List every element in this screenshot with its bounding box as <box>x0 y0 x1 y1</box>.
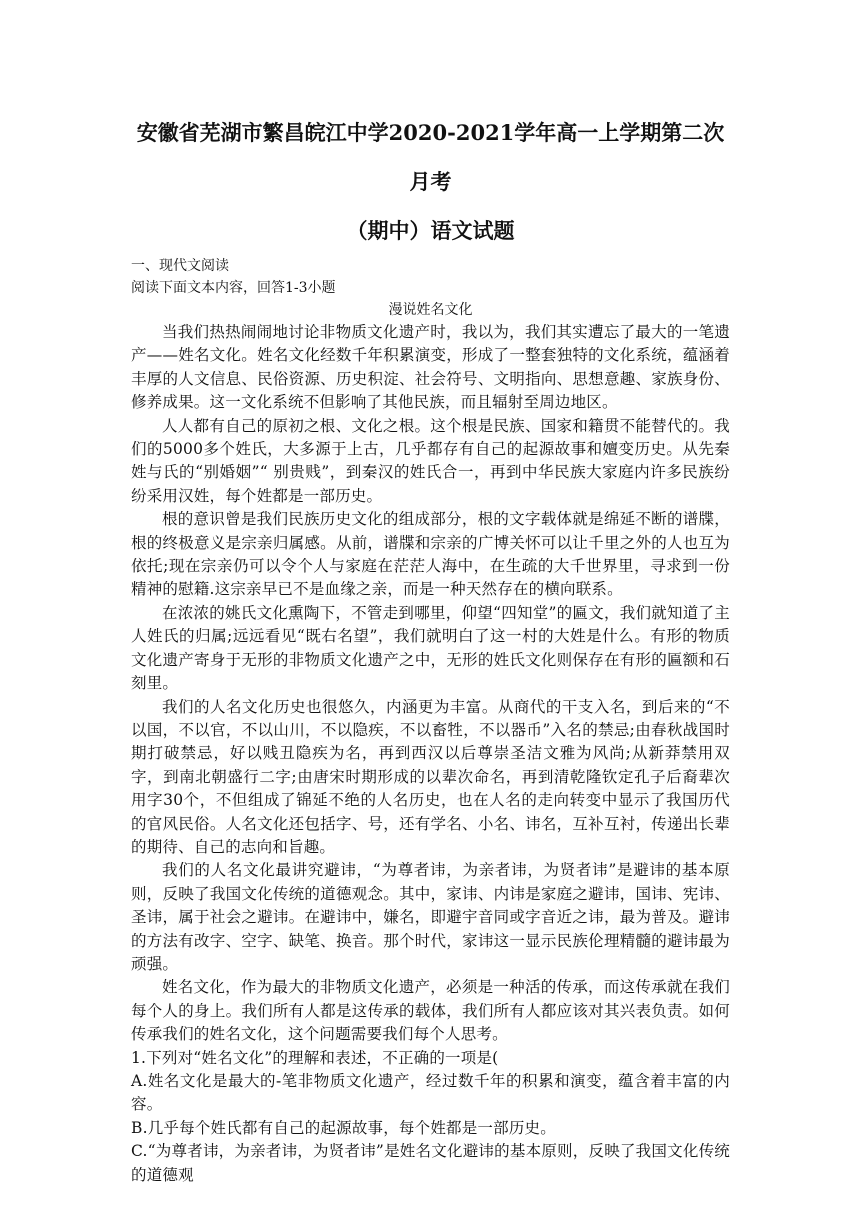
paragraph: 我们的人名文化历史也很悠久，内涵更为丰富。从商代的干支入名，到后来的“不以国，不以官，不以山川，不以隐疾，不以畜牲，不以器币”入名的禁忌;由春秋战国时期打破禁忌，好以贱丑隐疾为名，再到西汉以后尊崇圣洁文雅为风尚;从新莽禁用双字，到南北朝盛行二字;由唐宋时期形成的以辈次命名，再到清乾隆钦定孔子后裔辈次用字30个，不但组成了锦延不绝的人名历史，也在人名的走向转变中显示了我国历代的官风民俗。人名文化还包括字、号，还有学名、小名、讳名，互补互衬，传递出长辈的期待、自己的志向和旨趣。 <box>131 697 730 856</box>
paragraph: 在浓浓的姚氏文化熏陶下，不管走到哪里，仰望“四知堂”的匾文，我们就知道了主人姓氏的归属;远远看见“既右名望”，我们就明白了这一村的大姓是什么。有形的物质文化遗产寄身于无形的非物质文化遗产之中，无形的姓氏文化则保存在有形的匾额和石刻里。 <box>131 603 730 693</box>
paragraph: 当我们热热闹闹地讨论非物质文化遗产时，我以为，我们其实遭忘了最大的一笔遗产——姓名文化。姓名文化经数千年积累演变，形成了一整套独特的文化系统，蕴涵着丰厚的人文信息、民俗资源、历史积淀、社会符号、文明指向、思想意趣、家族身份、修养成果。这一文化系统不但影响了其他民族，而且辐射至周边地区。 <box>131 323 730 412</box>
option-a: A.姓名文化是最大的-笔非物质文化遗产，经过数千年的积累和演变，蕴含着丰富的内容。 <box>131 1072 730 1114</box>
option-c: C.“为尊者讳，为亲者讳，为贤者讳”是姓名文化避讳的基本原则，反映了我国文化传统的道德观 <box>131 1142 730 1184</box>
section-heading: 一、现代文阅读 <box>131 258 229 274</box>
paragraph: 姓名文化，作为最大的非物质文化遗产，必须是一种活的传承，而这传承就在我们每个人的身上。我们所有人都是这传承的载体，我们所有人都应该对其兴表负责。如何传承我们的姓名文化，这个问题需要我们每个人思考。 <box>131 978 730 1044</box>
article-title: 漫说姓名文化 <box>388 302 473 318</box>
reading-instruction: 阅读下面文本内容，回答1-3小题 <box>131 280 336 296</box>
article-body <box>131 321 730 1047</box>
question-stem: 1.下列对“姓名文化”的理解和表述，不正确的一项是( <box>131 1048 499 1067</box>
question-block <box>131 1047 730 1187</box>
option-b: B.几乎每个姓氏都有自己的起源故事，每个姓都是一部历史。 <box>131 1118 556 1137</box>
title-line-2: （期中）语文试题 <box>346 218 515 243</box>
title-line-1: 安徽省芜湖市繁昌皖江中学2020-2021学年高一上学期第二次月考 <box>136 120 725 194</box>
paragraph: 我们的人名文化最讲究避讳，“为尊者讳，为亲者讳，为贤者讳”是避讳的基本原则，反映了我国文化传统的道德观念。其中，家讳、内讳是家庭之避讳，国讳、宪讳、圣讳，属于社会之避讳。在避讳中，嫌名，即避宇音同或字音近之讳，最为普及。避讳的方法有改字、空字、缺笔、换音。那个时代，家讳这一显示民族伦理精髓的避讳最为顽强。 <box>131 861 730 973</box>
paragraph: 根的意识曾是我们民族历史文化的组成部分，根的文字载体就是绵延不断的谱牒，根的终极意义是宗亲归属感。从前，谱牒和宗亲的广博关怀可以让千里之外的人也互为依托;现在宗亲仍可以令个人与家庭在茫茫人海中，在生疏的大千世界里，寻求到一份精神的慰籍.这宗亲早已不是血缘之亲，而是一种天然存在的横向联系。 <box>131 510 730 599</box>
document-title <box>131 108 730 255</box>
paragraph: 人人都有自己的原初之根、文化之根。这个根是民族、国家和籍贯不能替代的。我们的5000多个姓氏，大多源于上古，几乎都存有自己的起源故事和嬗变历史。从先秦姓与氏的“别婚姻”“ 别贵贱”，到秦汉的姓氏合一，再到中华民族大家庭内许多民族纷纷采用汉姓，每个姓都是一部历史。 <box>131 416 730 505</box>
